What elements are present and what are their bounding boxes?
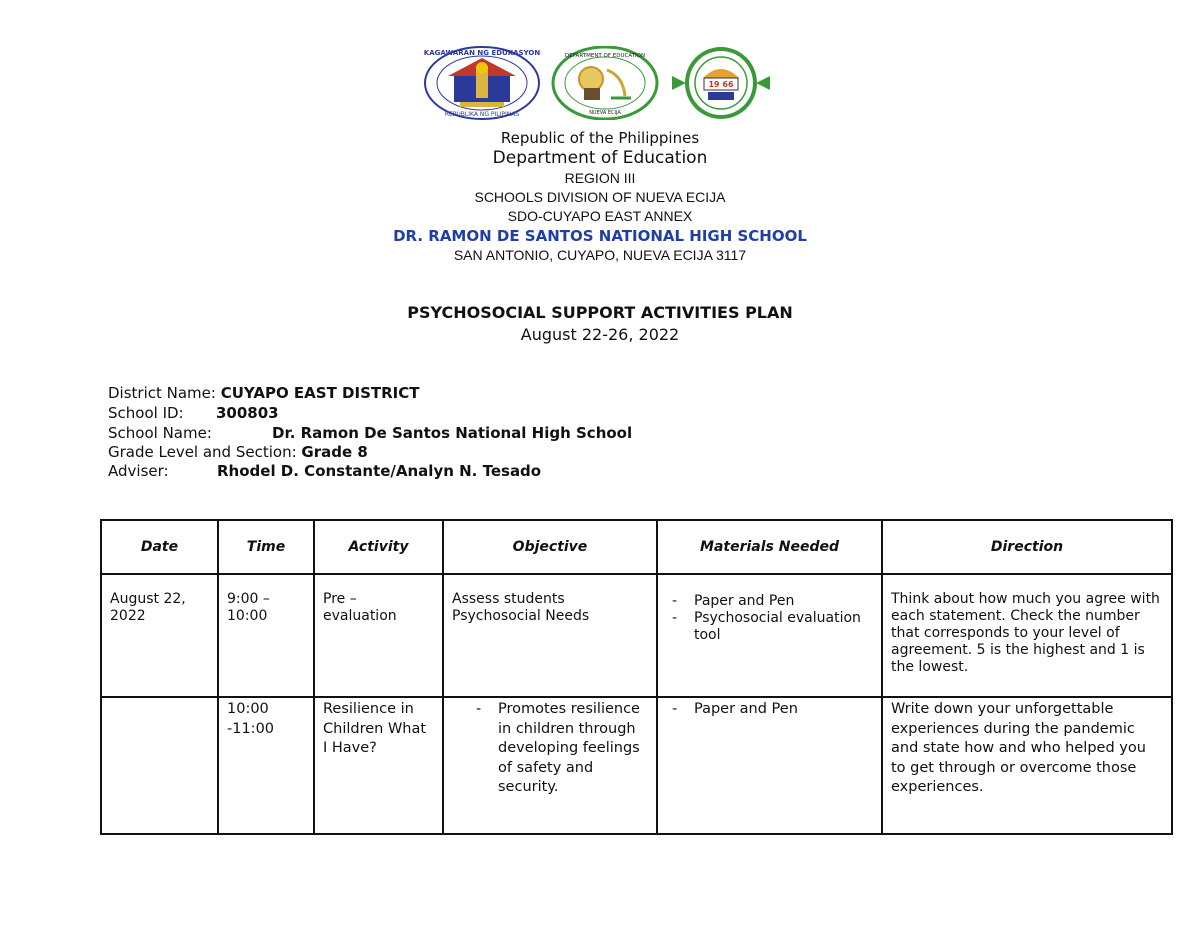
- school-name-value: Dr. Ramon De Santos National High School: [272, 424, 633, 442]
- grade-label: Grade Level and Section:: [108, 443, 297, 461]
- time-cell: [218, 574, 314, 697]
- adviser-label: Adviser:: [108, 462, 169, 480]
- material-item: - Paper and Pen: [666, 700, 873, 720]
- school-name-info: [108, 424, 632, 442]
- col-direction-header: Direction: [882, 520, 1172, 574]
- material-item: - Paper and Pen: [666, 593, 873, 610]
- logo-row: [0, 46, 1200, 122]
- sdo-line: SDO-CUYAPO EAST ANNEX: [507, 208, 693, 224]
- objective-cell: [443, 697, 657, 834]
- time-text: 10:00 -11:00: [227, 701, 275, 737]
- date-text: August 22, 2022: [110, 591, 186, 624]
- activities-table: [100, 519, 1173, 835]
- materials-list-wrap: [658, 575, 881, 648]
- division-line: SCHOOLS DIVISION OF NUEVA ECIJA: [474, 189, 726, 205]
- material-item: - Psychosocial evaluation tool: [666, 610, 873, 644]
- plan-title: PSYCHOSOCIAL SUPPORT ACTIVITIES PLAN: [407, 303, 793, 322]
- table-header-row: [101, 520, 1172, 574]
- date-cell: [101, 697, 218, 834]
- deped-seal-logo: [424, 46, 540, 120]
- table-row: [101, 697, 1172, 834]
- school-id-value: 300803: [216, 404, 279, 422]
- objective-item: - Promotes resilience in children through developing feelings of safety and security.: [470, 700, 648, 798]
- adviser-info: [108, 462, 541, 480]
- school-id-info: [108, 404, 279, 422]
- col-objective-header: Objective: [443, 520, 657, 574]
- objective-text: Assess students Psychosocial Needs: [452, 591, 590, 624]
- region-line: REGION III: [564, 170, 636, 186]
- table-row: [101, 574, 1172, 697]
- svg-text:REPUBLIKA NG PILIPINAS: REPUBLIKA NG PILIPINAS: [444, 111, 520, 118]
- svg-text:NUEVA ECIJA: NUEVA ECIJA: [589, 110, 621, 116]
- svg-text:KAGAWARAN NG EDUKASYON: KAGAWARAN NG EDUKASYON: [424, 49, 540, 57]
- activity-text: Pre – evaluation: [323, 591, 397, 624]
- materials-list: [666, 700, 873, 720]
- date-text: [102, 698, 217, 704]
- activity-cell: [314, 574, 443, 697]
- district-value: CUYAPO EAST DISTRICT: [220, 384, 420, 402]
- direction-cell: [882, 574, 1172, 697]
- svg-text:DEPARTMENT OF EDUCATION: DEPARTMENT OF EDUCATION: [564, 53, 646, 59]
- school-address: SAN ANTONIO, CUYAPO, NUEVA ECIJA 3117: [453, 247, 747, 263]
- materials-list-wrap: [658, 698, 881, 724]
- col-time-header: Time: [218, 520, 314, 574]
- school-id-label: School ID:: [108, 404, 184, 422]
- activity-cell: [314, 697, 443, 834]
- school-seal-logo: [668, 46, 774, 120]
- plan-dates: August 22-26, 2022: [520, 325, 680, 344]
- materials-cell: [657, 574, 882, 697]
- adviser-value: Rhodel D. Constante/Analyn N. Tesado: [217, 462, 542, 480]
- materials-list: [666, 593, 873, 644]
- col-activity-header: Activity: [314, 520, 443, 574]
- grade-value: Grade 8: [301, 443, 368, 461]
- objective-list-wrap: [444, 698, 656, 802]
- district-label: District Name:: [108, 384, 216, 402]
- division-seal-logo: [551, 46, 659, 120]
- activity-text: Resilience in Children What I Have?: [323, 701, 427, 756]
- objective-cell: [443, 574, 657, 697]
- svg-text:19 66: 19 66: [708, 80, 734, 89]
- col-date-header: Date: [101, 520, 218, 574]
- direction-text: Write down your unforgettable experiences during the pandemic and state how and who helped you to get through or overcome those experiences.: [891, 701, 1146, 795]
- materials-cell: [657, 697, 882, 834]
- department-line: Department of Education: [492, 148, 708, 168]
- grade-info: [108, 443, 368, 461]
- direction-cell: [882, 697, 1172, 834]
- district-info: [108, 384, 419, 402]
- time-text: 9:00 – 10:00: [227, 591, 270, 624]
- col-materials-header: Materials Needed: [657, 520, 882, 574]
- time-cell: [218, 697, 314, 834]
- direction-text: Think about how much you agree with each statement. Check the number that corresponds to your level of agreement. 5 is the highest and 1 is the lowest.: [891, 591, 1160, 675]
- republic-line: Republic of the Philippines: [500, 129, 700, 147]
- objective-list: [470, 700, 648, 798]
- school-name-heading: DR. RAMON DE SANTOS NATIONAL HIGH SCHOOL: [393, 227, 807, 245]
- school-name-label: School Name:: [108, 424, 212, 442]
- date-cell: [101, 574, 218, 697]
